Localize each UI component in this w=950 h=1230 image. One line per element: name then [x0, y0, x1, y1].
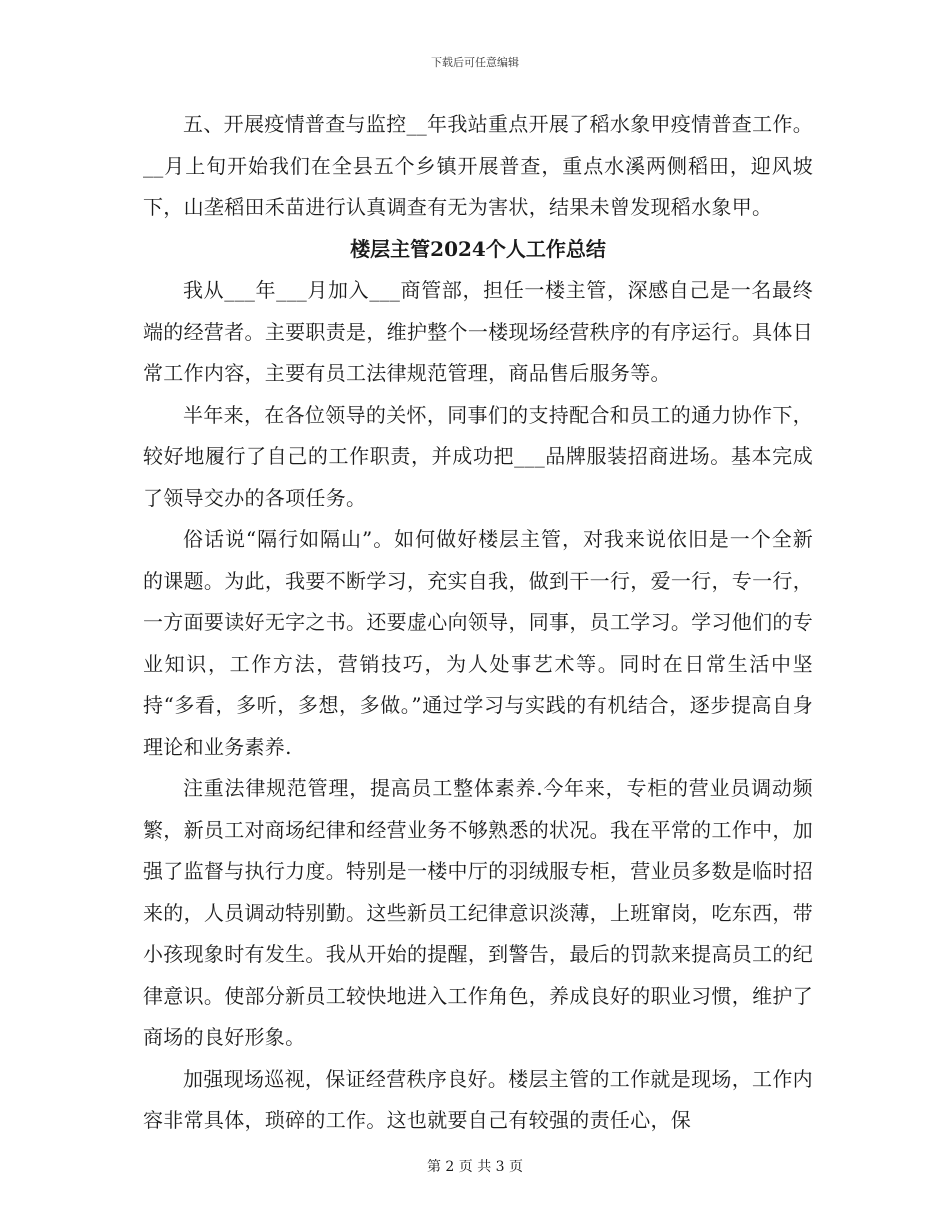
page-number: 第 2 页 共 3 页: [426, 1159, 524, 1175]
intro-paragraph: 五、开展疫情普查与监控__年我站重点开展了稻水象甲疫情普查工作。__月上旬开始我们在全县五个乡镇开展普查，重点水溪两侧稻田，迎风坡下，山垄稻田禾苗进行认真调查有无为害状，结果未曾发现稻水象甲。: [143, 112, 813, 219]
body-paragraph: 俗话说“隔行如隔山”。如何做好楼层主管，对我来说依旧是一个全新的课题。为此，我要不断学习，充实自我，做到干一行，爱一行，专一行，一方面要读好无字之书。还要虚心向领导，同事，员工学习。学习他们的专业知识，工作方法，营销技巧，为人处事艺术等。同时在日常生活中坚持“多看，多听，多想，多做。”通过学习与实践的有机结合，逐步提高自身理论和业务素养.: [143, 527, 813, 759]
body-paragraph: 半年来，在各位领导的关怀，同事们的支持配合和员工的通力协作下，较好地履行了自己的工作职责，并成功把___品牌服装招商进场。基本完成了领导交办的各项任务。: [143, 402, 813, 510]
document-title: 楼层主管2024个人工作总结: [350, 236, 606, 261]
body-paragraph: 我从___年___月加入___商管部，担任一楼主管，深感自己是一名最终端的经营者。主要职责是，维护整个一楼现场经营秩序的有序运行。具体日常工作内容，主要有员工法律规范管理，商品售后服务等。: [143, 278, 813, 385]
body-paragraph: 注重法律规范管理，提高员工整体素养.今年来，专柜的营业员调动频繁，新员工对商场纪律和经营业务不够熟悉的状况。我在平常的工作中，加强了监督与执行力度。特别是一楼中厅的羽绒服专柜，营业员多数是临时招来的，人员调动特别勤。这些新员工纪律意识淡薄，上班窜岗，吃东西，带小孩现象时有发生。我从开始的提醒，到警告，最后的罚款来提高员工的纪律意识。使部分新员工较快地进入工作角色，养成良好的职业习惯，维护了商场的良好形象。: [143, 776, 813, 1049]
body-paragraph: 加强现场巡视，保证经营秩序良好。楼层主管的工作就是现场，工作内容非常具体，琐碎的工作。这也就要自己有较强的责任心，保: [143, 1066, 813, 1132]
page-header: 下载后可任意编辑: [431, 56, 519, 69]
document-body: [143, 104, 813, 1142]
